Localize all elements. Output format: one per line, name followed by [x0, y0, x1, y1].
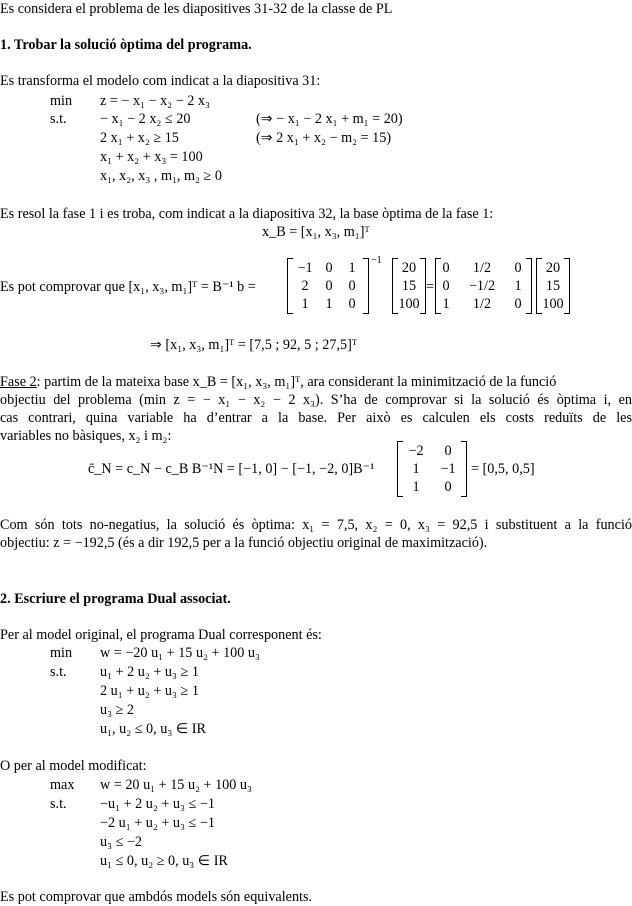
constraint-2-standard: (⇒ 2 x₁ + x₂ − m₂ = 15) [256, 130, 392, 146]
matrix-N: −2 0 1 −1 1 0 [397, 441, 467, 497]
section2-heading: 2. Escriure el programa Dual associat. [0, 591, 231, 607]
fase2-line-3: cas contrari, quina variable ha d’entrar a la base. Per això es calculen els costs reduïts de les [0, 410, 632, 426]
dual2-constraint: u₃ ≤ −2 [100, 834, 143, 850]
final-text: Es pot comprovar que ambdós models són equivalents. [0, 889, 313, 905]
reduced-cost-formula: c̄_N = c_N − c_B B⁻¹N = [−1, 0] − [−1, −2, 0]B⁻¹ [88, 461, 375, 477]
dual2-st-keyword: s.t. [50, 796, 67, 812]
dual1-constraint: u₃ ≥ 2 [100, 702, 135, 718]
vector-b-2: 20 15 100 [536, 258, 570, 314]
dual2-max-keyword: max [50, 777, 75, 793]
verify-text: Es pot comprovar que [x₁, x₃, m₁]ᵀ = B⁻¹ b = [0, 279, 256, 295]
dual1-min-keyword: min [50, 645, 73, 661]
dual2-constraint: −u₁ + 2 u₂ + u₃ ≤ −1 [100, 796, 215, 812]
dual1-constraint: u₁ + 2 u₂ + u₃ ≥ 1 [100, 664, 199, 680]
fase2-line-1: Fase 2: partim de la mateixa base x_B = [x₁, x₃, m₁]ᵀ, ara considerant la minimització de la funció [0, 374, 557, 390]
conclusion-line-1: Com són tots no-negatius, la solució és òptima: x₁ = 7,5, x₂ = 0, x₃ = 92,5 i substituent a la funció [0, 517, 632, 533]
dual1-constraint: 2 u₁ + u₂ + u₃ ≥ 1 [100, 683, 199, 699]
reduced-cost-result: = [0,5, 0,5] [471, 461, 535, 477]
section1-heading: 1. Trobar la solució òptima del programa. [0, 37, 252, 53]
basis: x_B = [x₁, x₃, m₁]ᵀ [262, 224, 370, 240]
dual2-constraint: −2 u₁ + u₂ + u₃ ≤ −1 [100, 815, 215, 831]
dual1-st-keyword: s.t. [50, 664, 67, 680]
transform-text: Es transforma el modelo com indicat a la diapositiva 31: [0, 73, 321, 89]
dual1-constraint: u₁, u₂ ≤ 0, u₃ ∈ IR [100, 721, 206, 737]
matrix-B-inverse: 0 1/2 0 0 −1/2 1 1 1/2 0 [435, 258, 532, 314]
basis-result: ⇒ [x₁, x₃, m₁]ᵀ = [7,5 ; 92, 5 ; 27,5]ᵀ [150, 337, 357, 353]
matrix-B: −1 0 1 2 0 0 1 1 0 [287, 258, 369, 314]
constraint-1: − x₁ − 2 x₂ ≤ 20 [100, 111, 191, 127]
constraint-1-standard: (⇒ − x₁ − 2 x₁ + m₁ = 20) [256, 111, 403, 127]
primal-objective: z = − x₁ − x₂ − 2 x₃ [100, 93, 210, 109]
dual2-constraint: u₁ ≤ 0, u₂ ≥ 0, u₃ ∈ IR [100, 853, 228, 869]
dual2-objective: w = 20 u₁ + 15 u₂ + 100 u₃ [100, 777, 252, 793]
phase1-text: Es resol la fase 1 i es troba, com indicat a la diapositiva 32, la base òptima de la fase 1: [0, 206, 494, 222]
inverse-superscript: −1 [371, 255, 382, 266]
equals-sign: = [426, 279, 435, 295]
fase2-line-2: objectiu del problema (min z = − x₁ − x₂ − 2 x₃). S’ha de comprovar si la solució és òptima i, en [0, 392, 632, 408]
fase2-line-4: variables no bàsiques, x₂ i m₂: [0, 428, 172, 444]
nonnegativity: x₁, x₂, x₃ , m₁, m₂ ≥ 0 [100, 168, 222, 184]
min-keyword: min [50, 93, 73, 109]
constraint-3: x₁ + x₂ + x₃ = 100 [100, 149, 203, 165]
vector-b: 20 15 100 [392, 258, 426, 314]
dual1-objective: w = −20 u₁ + 15 u₂ + 100 u₃ [100, 645, 260, 661]
constraint-2: 2 x₁ + x₂ ≥ 15 [100, 130, 179, 146]
dual-modified-intro: O per al model modificat: [0, 758, 147, 774]
intro-text: Es considera el problema de les diapositives 31-32 de la classe de PL [0, 1, 393, 17]
conclusion-line-2: objectiu: z = −192,5 (és a dir 192,5 per a la funció objectiu original de maximització). [0, 535, 488, 551]
st-keyword: s.t. [50, 111, 67, 127]
dual-original-intro: Per al model original, el programa Dual corresponent és: [0, 627, 322, 643]
fase2-label: Fase 2 [0, 374, 37, 390]
